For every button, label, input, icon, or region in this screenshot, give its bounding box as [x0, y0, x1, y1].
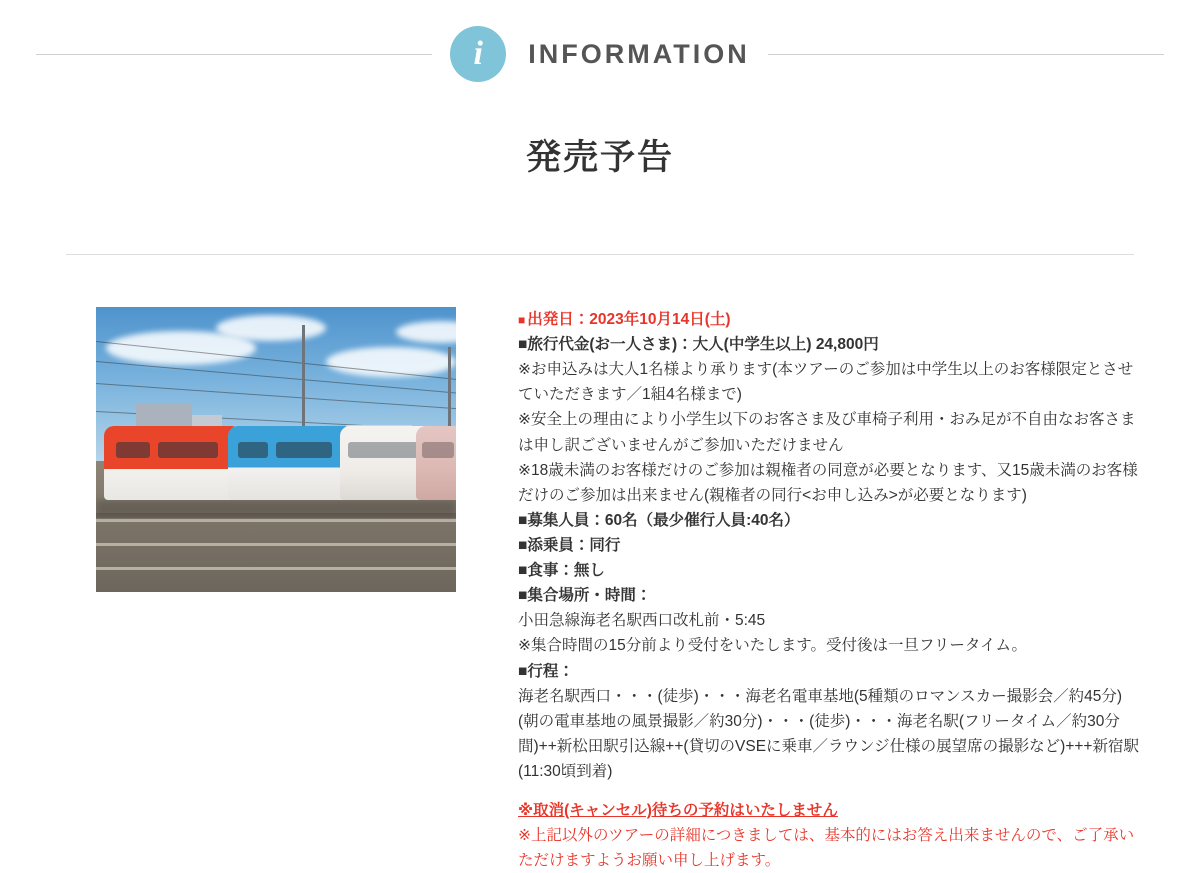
info-icon: i: [450, 26, 506, 82]
photo-train-window: [238, 442, 268, 458]
photo-train-window: [116, 442, 150, 458]
detail-meeting-label: ■集合場所・時間：: [518, 587, 652, 605]
spacer: [518, 784, 1140, 798]
detail-capacity: ■募集人員：60名（最少催行人員:40名）: [518, 511, 800, 529]
header-rule-right: [768, 54, 1164, 55]
cancel-notice: ※取消(キャンセル)待ちの予約はいたしません: [518, 802, 838, 820]
photo-train-window: [276, 442, 332, 458]
header-rule-left: [36, 54, 432, 55]
photo-train-blue: [228, 426, 348, 500]
detail-itinerary-label: ■行程：: [518, 662, 574, 680]
photo-rail: [96, 567, 456, 570]
page-title: 発売予告: [525, 138, 674, 177]
photo-column: [96, 307, 456, 592]
detail-meeting-note: ※集合時間の15分前より受付をいたします。受付後は一旦フリータイム。: [518, 637, 1028, 655]
photo-train-window: [422, 442, 454, 458]
information-header: [0, 0, 1200, 82]
photo-cloud: [216, 315, 326, 341]
content-area: [0, 255, 1200, 873]
detail-guide: ■添乗員：同行: [518, 536, 621, 554]
tour-photo: [96, 307, 456, 592]
detail-meal: ■食事：無し: [518, 562, 605, 580]
photo-shadow: [96, 500, 456, 516]
tour-details: [456, 307, 1200, 873]
detail-note-3: ※18歳未満のお客様だけのご参加は親権者の同意が必要となります、又15歳未満のお客様だけのご参加は出来ません(親権者の同行<お申し込み>が必要となります): [518, 461, 1138, 504]
photo-train-pink: [416, 426, 456, 500]
bullet-square-icon: ■: [518, 313, 526, 327]
detail-itinerary: 海老名駅西口・・・(徒歩)・・・海老名電車基地(5種類のロマンスカー撮影会／約45分)(朝の電車基地の風景撮影／約30分)・・・(徒歩)・・・海老名駅(フリータイム／約30分間)++新松田駅引込線++(貸切のVSEに乗車／ラウンジ仕様の展望席の撮影など)+++新宿駅(11:30頃到着): [518, 687, 1139, 780]
detail-note-2: ※安全上の理由により小学生以下のお客さま及び車椅子利用・おみ足が不自由なお客さまは申し訳ございませんがご参加いただけません: [518, 411, 1136, 454]
information-label: INFORMATION: [528, 38, 750, 69]
photo-train-window: [348, 442, 418, 458]
photo-rail: [96, 519, 456, 522]
detail-departure: ■ 出発日：2023年10月14日(土): [518, 311, 731, 328]
detail-price: ■旅行代金(お一人さま)：大人(中学生以上) 24,800円: [518, 336, 879, 354]
photo-rail: [96, 543, 456, 546]
detail-note-1: ※お申込みは大人1名様より承ります(本ツアーのご参加は中学生以上のお客様限定とさせていただきます／1組4名様まで): [518, 361, 1134, 404]
photo-train-red: [104, 426, 236, 500]
detail-meeting-place: 小田急線海老名駅西口改札前・5:45: [518, 612, 766, 630]
closing-notice: ※上記以外のツアーの詳細につきましては、基本的にはお答え出来ませんので、ご了承いただけますようお願い申し上げます。: [518, 827, 1135, 870]
photo-train-window: [158, 442, 218, 458]
